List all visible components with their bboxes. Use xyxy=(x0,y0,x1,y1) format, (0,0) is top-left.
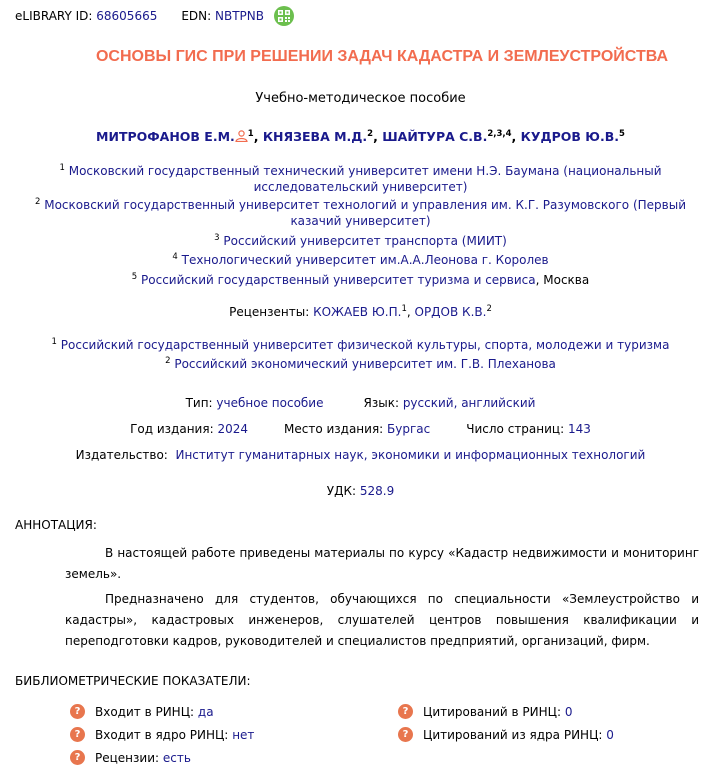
person-icon[interactable] xyxy=(235,130,248,145)
affiliation-item: $^1$ Московский государственный технический университет имени Н.Э. Баумана (национальный исследовательский университет) xyxy=(59,163,662,194)
annotation-paragraph: Предназначено для студентов, обучающихся по специальности «Землеустройство и кадастры», кадастровых инженеров, слушателей центров повышения квалификации и переподготовки кадров, руководителей и специалистов предприятий, организаций, фирм. xyxy=(65,592,699,648)
affiliation-item: $^5$ Российский государственный университет туризма и сервиса, Москва xyxy=(131,272,590,287)
reviewer-link[interactable]: ОРДОВ К.В. xyxy=(414,305,487,319)
edn-id: EDN: NBTPNB xyxy=(181,9,264,23)
metric-citations: ? Цитирований в РИНЦ: 0 xyxy=(398,704,573,719)
meta-year-place-pages: Год издания: 2024 Место издания: Бургас Число страниц: 143 xyxy=(130,422,591,436)
citations-value[interactable]: 0 xyxy=(564,704,573,719)
core-citations-value[interactable]: 0 xyxy=(606,727,614,742)
author-link[interactable]: МИТРОФАНОВ Е.М. xyxy=(96,129,235,144)
place-value: Бургас xyxy=(387,422,431,436)
annotation-title: АННОТАЦИЯ: xyxy=(15,518,97,532)
author-link[interactable]: КНЯЗЕВА М.Д. xyxy=(262,129,368,144)
annotation-paragraph: В настоящей работе приведены материалы по курсу «Кадастр недвижимости и мониторинг земель». xyxy=(65,546,699,581)
elibrary-id: eLIBRARY ID: 68605665 xyxy=(15,9,158,23)
metric-reviews: ? Рецензии: есть xyxy=(70,750,191,765)
meta-type-lang: Тип: учебное пособие Язык: русский, английский xyxy=(185,396,536,410)
reviewer-link[interactable]: КОЖАЕВ Ю.П. xyxy=(313,305,402,319)
affiliation-item: $^3$ Российский университет транспорта (МИИТ) xyxy=(214,233,507,248)
help-icon[interactable]: ? xyxy=(398,704,413,719)
affiliation-item: $^2$ Московский государственный университет технологий и управления им. К.Г. Разумовского (Первый казачий университет) xyxy=(34,197,686,228)
metric-rinc: ? Входит в РИНЦ: да xyxy=(70,704,214,719)
qr-code-icon[interactable] xyxy=(274,6,294,26)
lang-value: русский, английский xyxy=(402,396,536,410)
udk-value: 528.9 xyxy=(359,484,395,498)
page-title: ОСНОВЫ ГИС ПРИ РЕШЕНИИ ЗАДАЧ КАДАСТРА И ЗЕМЛЕУСТРОЙСТВА xyxy=(95,48,669,65)
meta-udk: УДК: 528.9 xyxy=(326,484,395,498)
top-id-bar xyxy=(15,5,294,27)
edn-value[interactable]: NBTPNB xyxy=(215,9,264,23)
biblio-title: БИБЛИОМЕТРИЧЕСКИЕ ПОКАЗАТЕЛИ: xyxy=(15,674,251,688)
pages-value: 143 xyxy=(567,422,591,436)
help-icon[interactable]: ? xyxy=(70,727,85,742)
reviewers-line: Рецензенты: КОЖАЕВ Ю.П.$^1$, ОРДОВ К.В.$^2$ xyxy=(229,304,492,319)
metric-rinc-core: ? Входит в ядро РИНЦ: нет xyxy=(70,727,254,742)
type-value: учебное пособие xyxy=(216,396,324,410)
elibrary-id-value[interactable]: 68605665 xyxy=(96,9,158,23)
publisher-link[interactable]: Институт гуманитарных наук, экономики и информационных технологий xyxy=(175,448,646,462)
authors-line: МИТРОФАНОВ Е.М. $^1$, КНЯЗЕВА М.Д.$^2$, ШАЙТУРА С.В.$^{2,3,4}$, КУДРОВ Ю.В.$^5$ xyxy=(96,128,625,144)
meta-publisher: Издательство: Институт гуманитарных наук, экономики и информационных технологий xyxy=(75,448,646,462)
metric-core-citations: ? Цитирований из ядра РИНЦ: 0 xyxy=(398,727,614,742)
author-link[interactable]: ШАЙТУРА С.В. xyxy=(382,129,488,144)
reviewer-affiliation: $^1$ Российский государственный университет физической культуры, спорта, молодежи и туризма xyxy=(51,337,670,352)
reviewer-affiliation: $^2$ Российский экономический университет им. Г.В. Плеханова xyxy=(165,356,556,371)
affiliation-item: $^4$ Технологический университет им.А.А.Леонова г. Королев xyxy=(172,252,549,267)
year-value: 2024 xyxy=(217,422,248,436)
subtitle: Учебно-методическое пособие xyxy=(255,91,466,106)
help-icon[interactable]: ? xyxy=(398,727,413,742)
help-icon[interactable]: ? xyxy=(70,704,85,719)
author-link[interactable]: КУДРОВ Ю.В. xyxy=(520,129,620,144)
help-icon[interactable]: ? xyxy=(70,750,85,765)
